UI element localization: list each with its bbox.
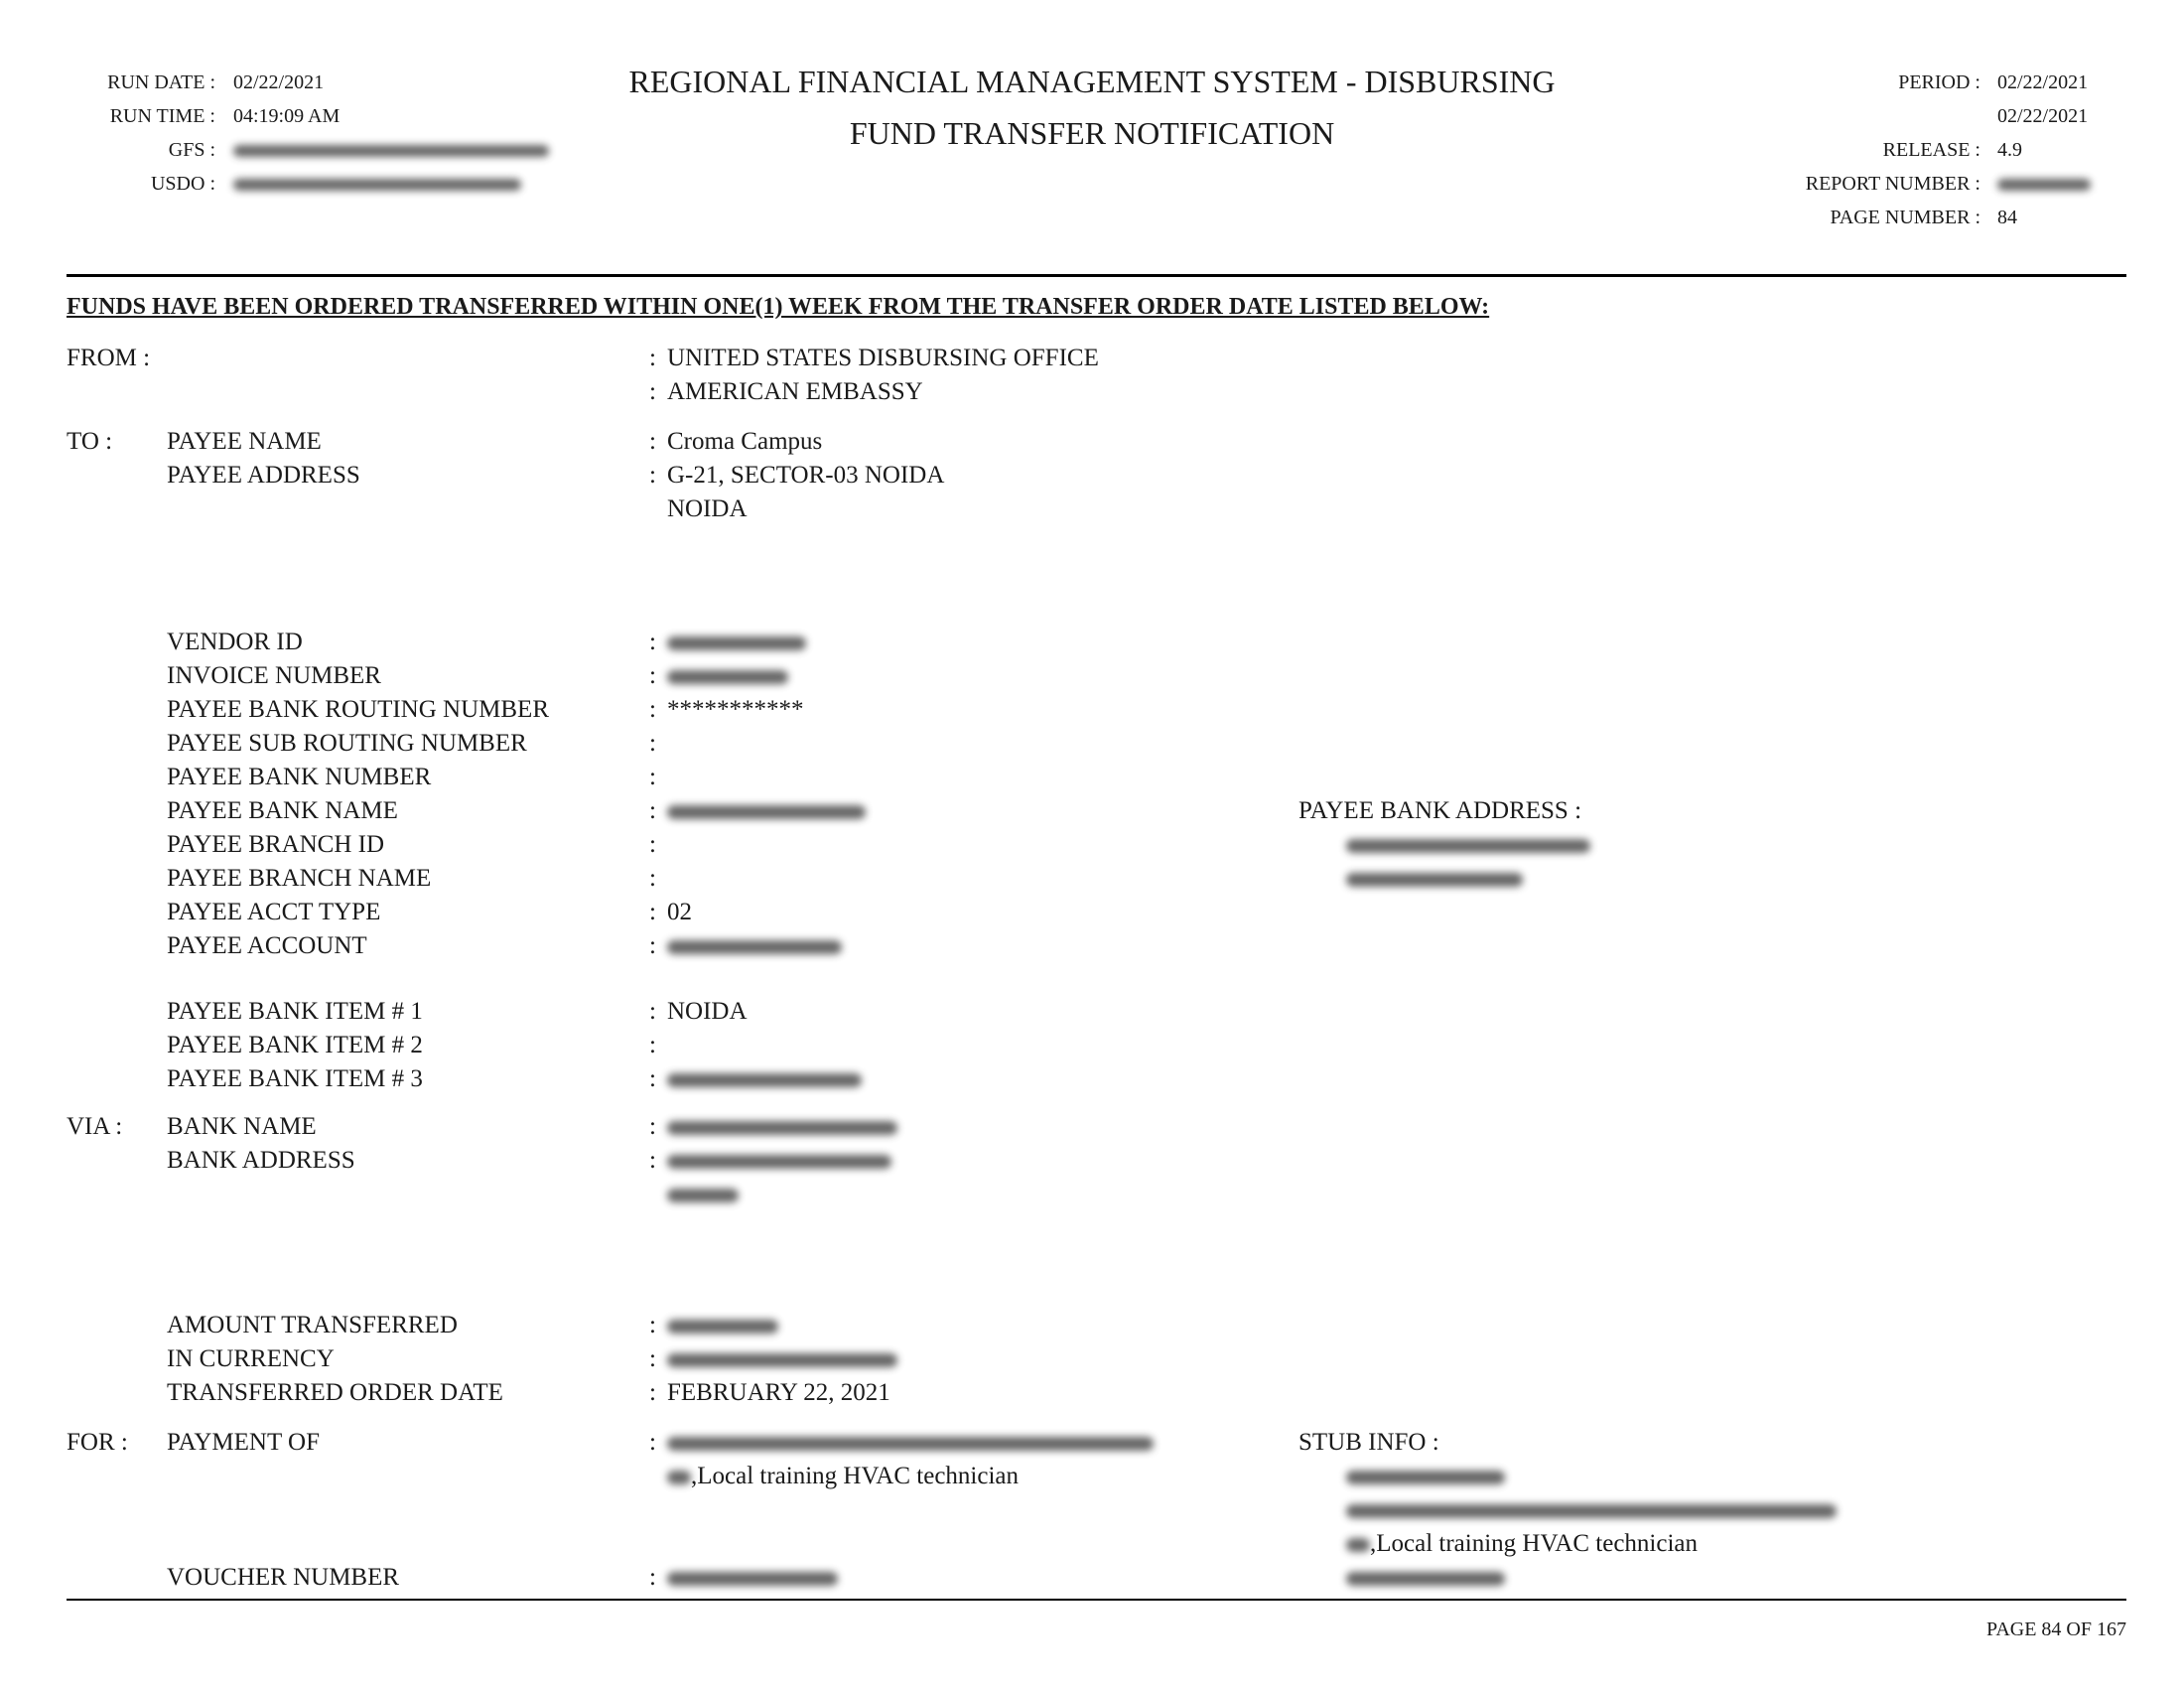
- via-label: VIA :: [67, 1113, 123, 1140]
- header-rule: [67, 274, 2126, 277]
- order-date-value: FEBRUARY 22, 2021: [667, 1379, 890, 1406]
- bank-item-2-label: PAYEE BANK ITEM # 2: [167, 1032, 423, 1058]
- invoice-number-redacted: [667, 659, 788, 693]
- vendor-id-label: VENDOR ID: [167, 629, 303, 655]
- transfer-banner: FUNDS HAVE BEEN ORDERED TRANSFERRED WITHIN ONE(1) WEEK FROM THE TRANSFER ORDER DATE LISTED BELOW:: [67, 294, 1490, 320]
- bank-address-line-1-redacted: [1346, 828, 1590, 862]
- colon: :: [649, 865, 656, 892]
- stub-info-line-4-redacted: [1346, 1561, 1505, 1595]
- currency-redacted: [667, 1342, 897, 1376]
- from-line-1: UNITED STATES DISBURSING OFFICE: [667, 345, 1099, 371]
- colon: :: [649, 1032, 656, 1058]
- via-bank-address-label: BANK ADDRESS: [167, 1147, 355, 1174]
- colon: :: [649, 462, 656, 489]
- invoice-number-label: INVOICE NUMBER: [167, 662, 381, 689]
- bank-item-1-label: PAYEE BANK ITEM # 1: [167, 998, 423, 1025]
- payee-account-redacted: [667, 929, 842, 963]
- payee-address-line-2: NOIDA: [667, 495, 748, 522]
- colon: :: [649, 629, 656, 655]
- branch-id-label: PAYEE BRANCH ID: [167, 831, 385, 858]
- colon: :: [649, 1065, 656, 1092]
- colon: :: [649, 378, 656, 405]
- usdo-label: USDO :: [150, 173, 215, 195]
- amount-transferred-redacted: [667, 1309, 778, 1342]
- order-date-label: TRANSFERRED ORDER DATE: [167, 1379, 503, 1406]
- payee-address-label: PAYEE ADDRESS: [167, 462, 360, 489]
- colon: :: [649, 831, 656, 858]
- voucher-number-label: VOUCHER NUMBER: [167, 1564, 400, 1591]
- bank-item-3-redacted: [667, 1062, 862, 1096]
- run-date-value: 02/22/2021: [233, 71, 325, 93]
- page-number-value: 84: [1997, 207, 2017, 228]
- period-to: 02/22/2021: [1997, 105, 2089, 127]
- page-count: PAGE 84 OF 167: [1986, 1618, 2126, 1640]
- period-from: 02/22/2021: [1997, 71, 2089, 93]
- payee-name-value: Croma Campus: [667, 428, 823, 455]
- routing-number-label: PAYEE BANK ROUTING NUMBER: [167, 696, 549, 723]
- colon: :: [649, 1429, 656, 1456]
- colon: :: [649, 1345, 656, 1372]
- routing-number-value: ***********: [667, 696, 804, 723]
- colon: :: [649, 764, 656, 790]
- bank-item-1-value: NOIDA: [667, 998, 748, 1025]
- release-label: RELEASE :: [1882, 139, 1980, 161]
- stub-info-line-3: [1346, 1527, 1698, 1561]
- colon: :: [649, 932, 656, 959]
- currency-label: IN CURRENCY: [167, 1345, 335, 1372]
- footer-rule: [67, 1599, 2126, 1601]
- colon: :: [649, 899, 656, 925]
- colon: :: [649, 730, 656, 757]
- payee-name-label: PAYEE NAME: [167, 428, 322, 455]
- report-number-redacted: [1997, 167, 2091, 201]
- report-title: REGIONAL FINANCIAL MANAGEMENT SYSTEM - DISBURSING: [628, 64, 1556, 99]
- acct-type-value: 02: [667, 899, 692, 925]
- bank-name-label: PAYEE BANK NAME: [167, 797, 398, 824]
- sub-routing-label: PAYEE SUB ROUTING NUMBER: [167, 730, 527, 757]
- run-date-label: RUN DATE :: [107, 71, 215, 93]
- report-subtitle: FUND TRANSFER NOTIFICATION: [849, 115, 1335, 151]
- via-bank-name-label: BANK NAME: [167, 1113, 317, 1140]
- release-value: 4.9: [1997, 139, 2022, 161]
- report-number-label: REPORT NUMBER :: [1805, 173, 1980, 195]
- colon: :: [649, 345, 656, 371]
- payment-of-line-1-redacted: [667, 1426, 1154, 1460]
- colon: :: [649, 662, 656, 689]
- usdo-value-redacted: [233, 167, 521, 201]
- payment-of-label: PAYMENT OF: [167, 1429, 321, 1456]
- colon: :: [649, 1312, 656, 1338]
- for-label: FOR :: [67, 1429, 128, 1456]
- bank-address-label: PAYEE BANK ADDRESS :: [1298, 797, 1582, 824]
- colon: :: [649, 428, 656, 455]
- page-number-label: PAGE NUMBER :: [1830, 207, 1980, 228]
- branch-name-label: PAYEE BRANCH NAME: [167, 865, 432, 892]
- via-bank-name-redacted: [667, 1110, 897, 1144]
- colon: :: [649, 1147, 656, 1174]
- gfs-label: GFS :: [168, 139, 215, 161]
- payee-account-label: PAYEE ACCOUNT: [167, 932, 367, 959]
- colon: :: [649, 696, 656, 723]
- colon: :: [649, 1379, 656, 1406]
- voucher-number-redacted: [667, 1561, 838, 1595]
- via-bank-address-line-1-redacted: [667, 1144, 891, 1178]
- stub-info-line-2-redacted: [1346, 1493, 1837, 1527]
- via-bank-address-line-2-redacted: [667, 1178, 739, 1211]
- bank-number-label: PAYEE BANK NUMBER: [167, 764, 432, 790]
- acct-type-label: PAYEE ACCT TYPE: [167, 899, 381, 925]
- period-label: PERIOD :: [1898, 71, 1980, 93]
- colon: :: [649, 998, 656, 1025]
- bank-name-redacted: [667, 794, 866, 828]
- run-time-label: RUN TIME :: [109, 105, 215, 127]
- vendor-id-redacted: [667, 626, 806, 659]
- to-label: TO :: [67, 428, 113, 455]
- payment-of-description: ,Local training HVAC technician: [691, 1463, 1020, 1489]
- stub-info-description: ,Local training HVAC technician: [1370, 1530, 1699, 1557]
- run-time-value: 04:19:09 AM: [233, 105, 341, 127]
- colon: :: [649, 797, 656, 824]
- colon: :: [649, 1113, 656, 1140]
- from-line-2: AMERICAN EMBASSY: [667, 378, 923, 405]
- from-label: FROM :: [67, 345, 151, 371]
- payee-address-line-1: G-21, SECTOR-03 NOIDA: [667, 462, 945, 489]
- bank-address-line-2-redacted: [1346, 862, 1523, 896]
- stub-info-label: STUB INFO :: [1298, 1429, 1439, 1456]
- colon: :: [649, 1564, 656, 1591]
- payment-of-line-2: [667, 1460, 1019, 1493]
- stub-info-line-1-redacted: [1346, 1460, 1505, 1493]
- bank-item-3-label: PAYEE BANK ITEM # 3: [167, 1065, 423, 1092]
- amount-transferred-label: AMOUNT TRANSFERRED: [167, 1312, 458, 1338]
